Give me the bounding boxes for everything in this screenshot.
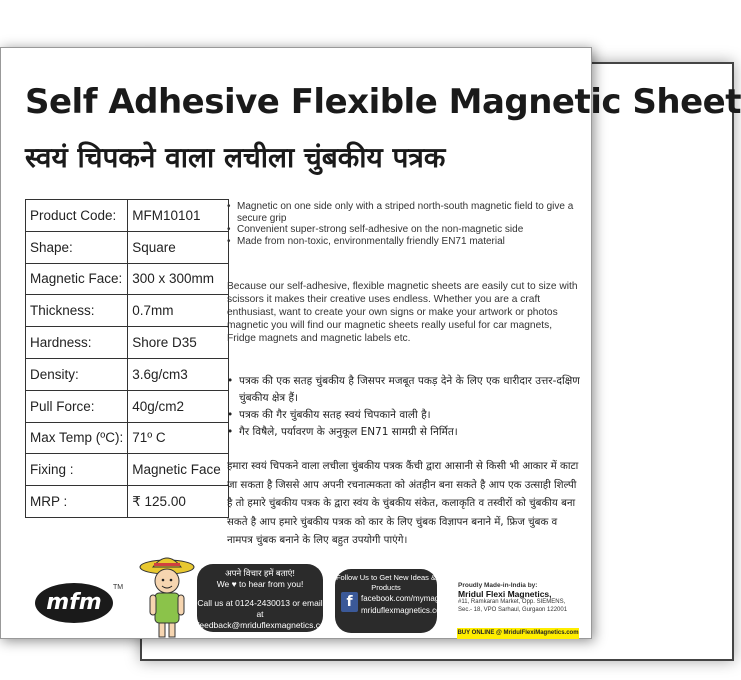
list-item: • Convenient super-strong self-adhesive on the non-magnetic side bbox=[227, 224, 581, 236]
spec-label: Density: bbox=[26, 358, 128, 390]
contact-email: feedback@mriduflexmagnetics.com bbox=[197, 620, 332, 630]
title-english: Self Adhesive Flexible Magnetic Sheet bbox=[25, 82, 741, 122]
spec-value: Magnetic Face bbox=[128, 454, 229, 486]
spec-label: Shape: bbox=[26, 231, 128, 263]
social-bubble bbox=[335, 569, 455, 633]
description-hindi: हमारा स्वयं चिपकने वाला लचीला चुंबकीय पत्रक कैंची द्वारा आसानी से किसी भी आकार में काटा जा सकता है जिससे आप अपनी रचनात्मकता को अंतहीन बना सकते है आप एक उत्साही शिल्पी है तो हमारे चुंबकीय पत्रक के द्वारा स्वंय के चुंबकीय संकेत, कलाकृति व तस्वीरों को चुंबकीय बना सकते है आप हमारे चुंबकीय पत्रक को कार के लिए चुंबक विज्ञापन बनाने में, फ्रिज चुंबक व नामपत्र चुंबक बनाने के लिए बहुत उपयोगी पाएंगे। bbox=[227, 461, 579, 546]
company-address-1: #11, Ramkaran Market, Opp. SIEMENS, bbox=[458, 599, 566, 605]
table-row bbox=[26, 422, 229, 454]
made-in-text: Proudly Made-in-India by: bbox=[458, 582, 538, 589]
list-item: • पत्रक की एक सतह चुंबकीय है जिसपर मजबूत पकड़ देने के लिए एक धारीदार उत्तर-दक्षिण चुंबकीय क्षेत्र हैं। bbox=[227, 373, 581, 407]
spec-label: Pull Force: bbox=[26, 390, 128, 422]
table-row bbox=[26, 263, 229, 295]
company-info bbox=[458, 582, 584, 614]
description-english: Because our self-adhesive, flexible magnetic sheets are easily cut to size with scissors it makes their creative uses endless. Whether you are a craft enthusiast, want to create your own signs or make your artwork or photos magnetic you will find our magnetic sheets really useful for car magnets, Fridge magnets and magnetic labels etc. bbox=[227, 281, 578, 344]
list-item: • पत्रक की गैर चुंबकीय सतह स्वयं चिपकाने वाली है। bbox=[227, 407, 581, 424]
spec-value: 40g/cm2 bbox=[128, 390, 229, 422]
trademark-mark: TM bbox=[113, 584, 124, 591]
table-row bbox=[26, 358, 229, 390]
contact-tagline: We ♥ to hear from you! bbox=[216, 579, 304, 589]
contact-bubble bbox=[197, 564, 332, 632]
list-item: • Made from non-toxic, environmentally friendly EN71 material bbox=[227, 236, 581, 248]
table-row bbox=[26, 390, 229, 422]
spec-label: Max Temp (ºC): bbox=[26, 422, 128, 454]
title-hindi: स्वयं चिपकने वाला लचीला चुंबकीय पत्रक bbox=[25, 141, 446, 174]
contact-phone: Call us at 0124-2430013 or email at bbox=[197, 598, 323, 619]
spec-value: 71º C bbox=[128, 422, 229, 454]
contact-hindi-text: अपने विचार हमें बताएं! bbox=[225, 568, 295, 578]
mfm-logo: mfm bbox=[35, 583, 113, 623]
spec-label: Magnetic Face: bbox=[26, 263, 128, 295]
feature-list-hindi bbox=[227, 373, 581, 441]
spec-value: Square bbox=[128, 231, 229, 263]
spec-value: 0.7mm bbox=[128, 295, 229, 327]
follow-text: Follow Us to Get New Ideas & Products bbox=[335, 573, 437, 592]
facebook-link: facebook.com/mymagnets bbox=[361, 594, 455, 603]
table-row bbox=[26, 327, 229, 359]
company-address-2: Sec.- 18, VPO Sarhaul, Gurgaon 122001 bbox=[458, 606, 568, 613]
feature-list-english bbox=[227, 201, 581, 247]
list-item: • Magnetic on one side only with a striped north-south magnetic field to give a secure grip bbox=[227, 201, 581, 224]
table-row bbox=[26, 200, 229, 232]
spec-label: Hardness: bbox=[26, 327, 128, 359]
spec-label: MRP : bbox=[26, 486, 128, 518]
facebook-icon: f bbox=[341, 592, 358, 612]
company-name: Mridul Flexi Magnetics, bbox=[458, 589, 552, 599]
list-item: • गैर विषैले, पर्यावरण के अनुकूल EN71 सामग्री से निर्मित। bbox=[227, 424, 581, 441]
table-row bbox=[26, 486, 229, 518]
spec-label: Fixing : bbox=[26, 454, 128, 486]
spec-value: 300 x 300mm bbox=[128, 263, 229, 295]
mascot-girl-icon bbox=[138, 551, 196, 639]
buy-online-banner: BUY ONLINE @ MridulFlexiMagnetics.com bbox=[457, 628, 579, 639]
table-row bbox=[26, 454, 229, 486]
spec-label: Thickness: bbox=[26, 295, 128, 327]
spec-value: ₹ 125.00 bbox=[128, 486, 229, 518]
product-sheet bbox=[0, 47, 741, 639]
spec-label: Product Code: bbox=[26, 200, 128, 232]
table-row bbox=[26, 231, 229, 263]
website-link: mriduflexmagnetics.com bbox=[361, 606, 448, 615]
spec-value: Shore D35 bbox=[128, 327, 229, 359]
spec-value: 3.6g/cm3 bbox=[128, 358, 229, 390]
spec-table bbox=[25, 199, 229, 518]
table-row bbox=[26, 295, 229, 327]
spec-value: MFM10101 bbox=[128, 200, 229, 232]
